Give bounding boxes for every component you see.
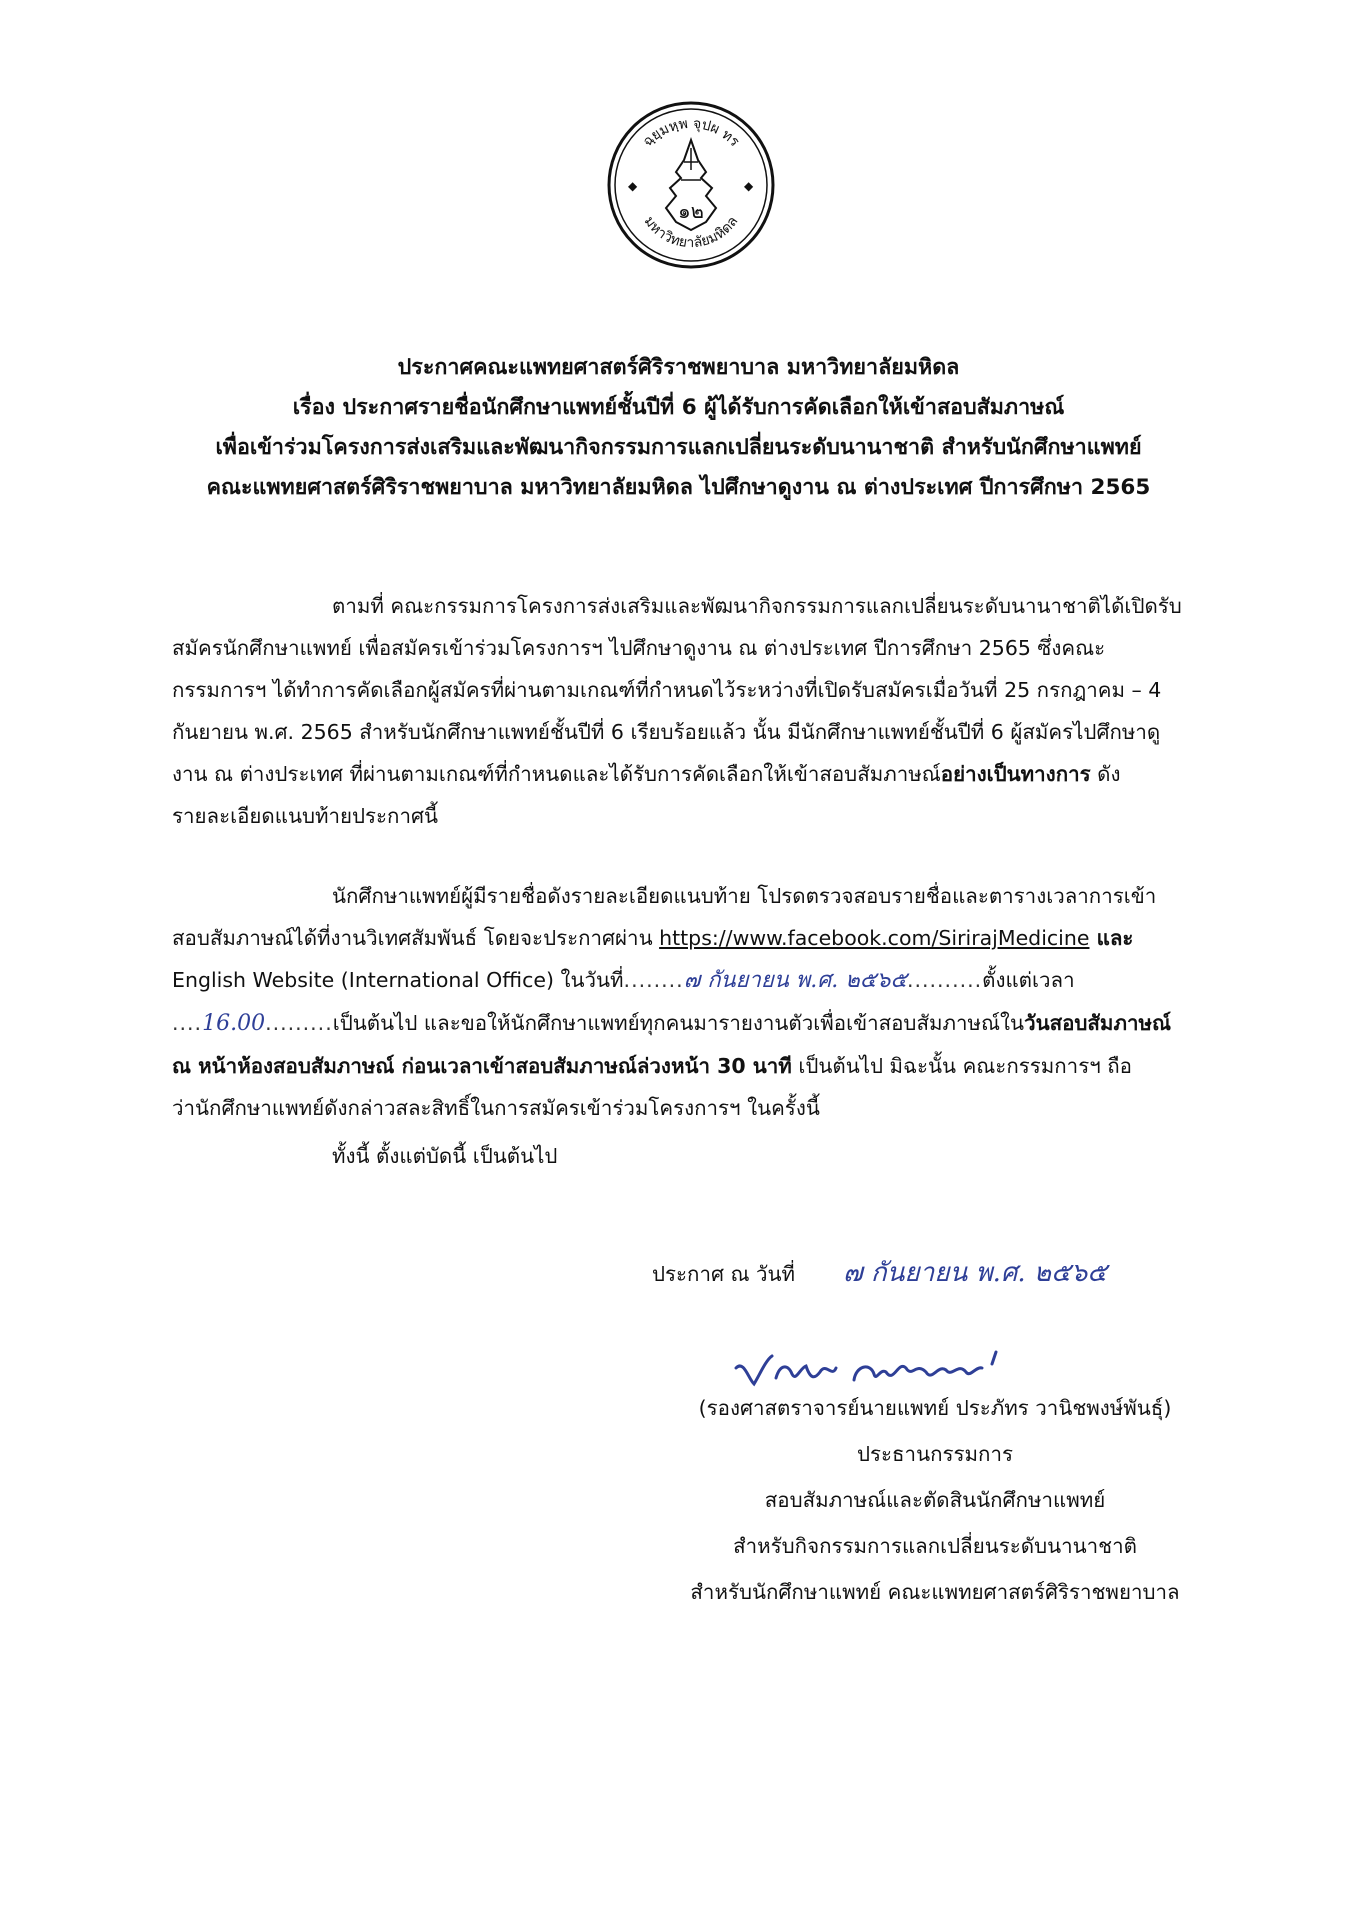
seal-top-text: ฉฺยฺมหฺพ จุปผ ทร bbox=[639, 115, 743, 151]
title-line-4: คณะแพทยศาสตร์ศิริราชพยาบาล มหาวิทยาลัยมหิดล ไปศึกษาดูงาน ณ ต่างประเทศ ปีการศึกษา 2565 bbox=[206, 475, 1151, 500]
university-seal-logo bbox=[606, 100, 776, 270]
p2-line-4-bold: วันสอบสัมภาษณ์ bbox=[1024, 1011, 1172, 1035]
p2-line-5-bold: ณ หน้าห้องสอบสัมภาษณ์ ก่อนเวลาเข้าสอบสัมภาษณ์ล่วงหน้า 30 นาที bbox=[172, 1054, 792, 1078]
title-line-2: เรื่อง ประกาศรายชื่อนักศึกษาแพทย์ชั้นปีที่ 6 ผู้ได้รับการคัดเลือกให้เข้าสอบสัมภาษณ์ bbox=[292, 395, 1065, 420]
p2-line-5 bbox=[172, 1045, 1224, 1087]
signer-name: (รองศาสตราจารย์นายแพทย์ ประภัทร วานิชพงษ์พันธุ์) bbox=[698, 1396, 1172, 1420]
p1-line-1: ตามที่ คณะกรรมการโครงการส่งเสริมและพัฒนากิจกรรมการแลกเปลี่ยนระดับนานาชาติได้เปิดรับ bbox=[332, 594, 1182, 618]
dots-c: .... bbox=[172, 1011, 203, 1035]
seal-center-mark: ๑๒ bbox=[678, 199, 704, 223]
p2-line-3-end: ตั้งแต่เวลา bbox=[982, 968, 1075, 992]
dots-b: .......... bbox=[906, 968, 983, 992]
title-line-3: เพื่อเข้าร่วมโครงการส่งเสริมและพัฒนากิจกรรมการแลกเปลี่ยนระดับนานาชาติ สำหรับนักศึกษาแพทย์ bbox=[215, 435, 1142, 460]
announce-date-label: ประกาศ ณ วันที่ bbox=[652, 1262, 796, 1286]
p2-line-2-bold: และ bbox=[1089, 926, 1134, 950]
signer-position-1: ประธานกรรมการ bbox=[857, 1442, 1013, 1466]
p1-line-3: กรรมการฯ ได้ทำการคัดเลือกผู้สมัครที่ผ่านตามเกณฑ์ที่กำหนดไว้ระหว่างที่เปิดรับสมัครเมื่อวันที่ 25 กรกฎาคม – 4 bbox=[172, 678, 1162, 702]
signer-position-2: สอบสัมภาษณ์และตัดสินนักศึกษาแพทย์ bbox=[764, 1488, 1106, 1512]
signer-position-3: สำหรับกิจกรรมการแลกเปลี่ยนระดับนานาชาติ bbox=[733, 1534, 1137, 1558]
p1-line-5-bold: อย่างเป็นทางการ bbox=[940, 762, 1091, 786]
p1-line-5-end: ดัง bbox=[1090, 762, 1121, 786]
signer-position-4: สำหรับนักศึกษาแพทย์ คณะแพทยศาสตร์ศิริราชพยาบาล bbox=[690, 1580, 1180, 1604]
paragraph-1 bbox=[172, 585, 1224, 837]
paragraph-2 bbox=[172, 875, 1224, 1129]
p2-line-4 bbox=[172, 1002, 1224, 1045]
p2-line-4-text: เป็นต้นไป และขอให้นักศึกษาแพทย์ทุกคนมารายงานตัวเพื่อเข้าสอบสัมภาษณ์ใน bbox=[332, 1011, 1025, 1035]
dots-a: ........ bbox=[623, 968, 684, 992]
svg-text:◆: ◆ bbox=[744, 179, 754, 193]
p1-line-6: รายละเอียดแนบท้ายประกาศนี้ bbox=[172, 804, 439, 828]
svg-text:ฉฺยฺมหฺพ จุปผ ทร bbox=[640, 116, 743, 150]
announce-date-line bbox=[652, 1252, 1107, 1293]
signer-block bbox=[640, 1385, 1230, 1615]
announcement-title bbox=[120, 348, 1237, 508]
handwritten-signing-date: ๗ กันยายน พ.ศ. ๒๕๖๕ bbox=[843, 1258, 1107, 1288]
closing-statement: ทั้งนี้ ตั้งแต่บัดนี้ เป็นต้นไป bbox=[332, 1144, 558, 1168]
p2-line-5-text: เป็นต้นไป มิฉะนั้น คณะกรรมการฯ ถือ bbox=[791, 1054, 1132, 1078]
handwritten-announce-date: ๗ กันยายน พ.ศ. ๒๕๖๕ bbox=[683, 968, 907, 993]
p2-line-2-text: สอบสัมภาษณ์ได้ที่งานวิเทศสัมพันธ์ โดยจะประกาศผ่าน bbox=[172, 926, 660, 950]
p2-line-1: นักศึกษาแพทย์ผู้มีรายชื่อดังรายละเอียดแนบท้าย โปรดตรวจสอบรายชื่อและตารางเวลาการเข้า bbox=[332, 884, 1157, 908]
p2-line-6: ว่านักศึกษาแพทย์ดังกล่าวสละสิทธิ์ในการสมัครเข้าร่วมโครงการฯ ในครั้งนี้ bbox=[172, 1096, 820, 1120]
title-line-1: ประกาศคณะแพทยศาสตร์ศิริราชพยาบาล มหาวิทยาลัยมหิดล bbox=[397, 355, 960, 380]
facebook-link[interactable]: https://www.facebook.com/SirirajMedicine bbox=[659, 926, 1090, 950]
p1-line-4: กันยายน พ.ศ. 2565 สำหรับนักศึกษาแพทย์ชั้นปีที่ 6 เรียบร้อยแล้ว นั้น มีนักศึกษาแพทย์ชั้นปีที่ 6 ผู้สมัครไปศึกษาดู bbox=[172, 720, 1161, 744]
p1-line-5 bbox=[172, 753, 1224, 795]
handwritten-time: 16.00 bbox=[202, 1011, 266, 1036]
p1-line-5-text: งาน ณ ต่างประเทศ ที่ผ่านตามเกณฑ์ที่กำหนดและได้รับการคัดเลือกให้เข้าสอบสัมภาษณ์ bbox=[172, 762, 941, 786]
seal-bottom-text: มหาวิทยาลัยมหิดล bbox=[640, 213, 742, 252]
p2-line-3 bbox=[172, 959, 1224, 1002]
p2-line-2 bbox=[172, 917, 1224, 959]
p1-line-2: สมัครนักศึกษาแพทย์ เพื่อสมัครเข้าร่วมโครงการฯ ไปศึกษาดูงาน ณ ต่างประเทศ ปีการศึกษา 2565 ซึ่งคณะ bbox=[172, 636, 1106, 660]
svg-text:◆: ◆ bbox=[628, 179, 638, 193]
dots-d: ......... bbox=[265, 1011, 333, 1035]
p2-line-3-text: English Website (International Office) ในวันที่ bbox=[172, 968, 624, 992]
